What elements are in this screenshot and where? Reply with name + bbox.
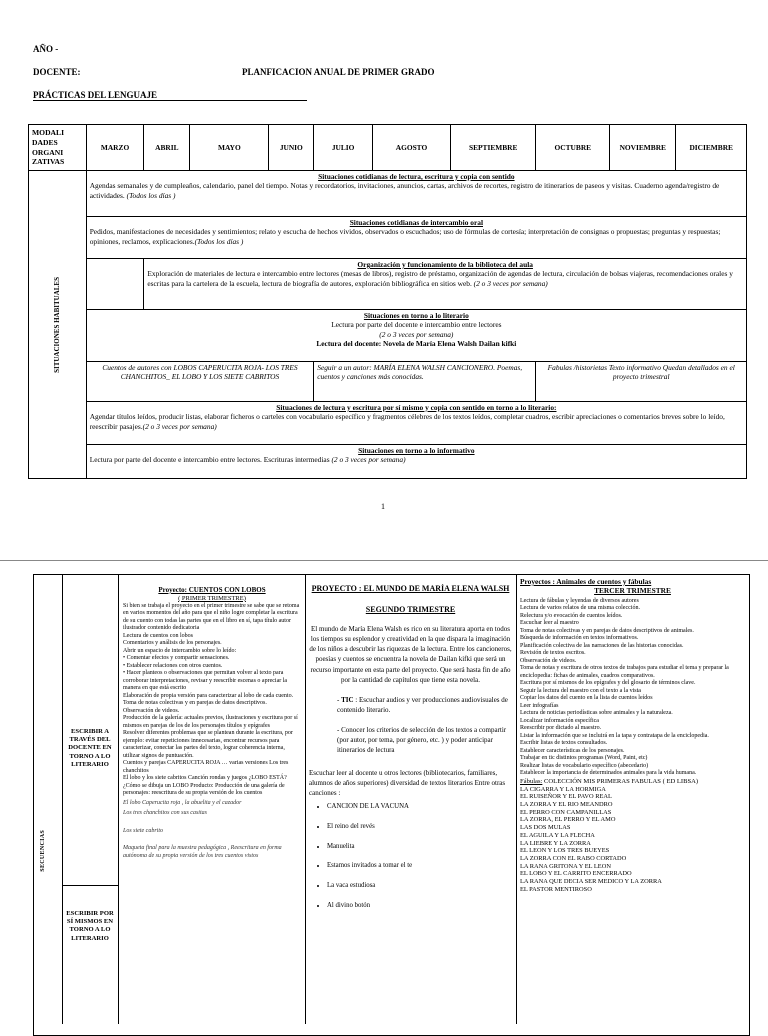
row-title: Situaciones cotidianas de intercambio oral — [349, 218, 483, 227]
row-title: Organización y funcionamiento de la biblioteca del aula — [357, 260, 533, 269]
escribir-docente-label: ESCRIBIR A TRAVÉS DEL DOCENTE EN TORNO A LO LITERARIO — [68, 728, 112, 768]
fabula-item: LA LIEBRE Y LA ZORRA — [520, 839, 591, 847]
col-divider — [62, 574, 63, 1024]
walsh-tic: - TIC : Escuchar audios y ver producciones audiovisuales de contenido literario. — [337, 695, 508, 714]
side-cell — [29, 171, 87, 479]
situacion-row — [86, 445, 746, 479]
song-item: • El reino del revés — [327, 822, 512, 832]
row-title: Situaciones en torno a lo literario — [363, 311, 469, 320]
proyecto-lobos-subtitle: ( PRIMER TRIMESTRE) — [178, 594, 246, 602]
lobos-line: Observación de videos. — [123, 707, 180, 714]
fabula-item: EL LEON Y LOS TRES BUEYES — [520, 847, 610, 855]
row-text: Exploración de materiales de lectura e intercambio entre lectores (mesas de libros), registro de préstamo, organización de agendas de lectura, circulación de bolsas viajeras, recomendaciones orales y escritas para la cartelera de la escuela, lectura de biografía de autores, exploración bibliográfica en sitios web. — [147, 269, 733, 288]
song-item: • La vaca estudiosa — [327, 881, 512, 891]
col-divider — [118, 574, 119, 1024]
lobos-line: Elaboración de propia versión para caracterizar al lobo de cada cuento. — [123, 692, 294, 699]
month-header: MAYO — [190, 125, 269, 171]
page-number: 1 — [381, 502, 385, 511]
animales-line: Escuchar leer al maestro — [520, 620, 579, 626]
row-text: Pedidos, manifestaciones de necesidades y sentimientos; relato y escucha de hechos vividos, observados o escuchados; uso de fórmulas de cortesía; interpretación de consignas o propuestas; preguntas y respuestas; opiniones, reclamos, explicaciones. — [89, 227, 721, 246]
lobos-italic: Los siete cabrito — [123, 827, 163, 834]
row-note: (2 o 3 veces por semana) — [331, 455, 406, 465]
proyecto-walsh-title: PROYECTO : EL MUNDO DE MARÍA ELENA WALSH — [311, 584, 510, 593]
row-title: Situaciones en torno a lo informativo — [358, 446, 475, 455]
lobos-line: Producción de la galería: actuales previos, ilustraciones y escritura por sí mismos en parejas de los de los personajes títulos y epígrafes — [123, 715, 298, 729]
animales-line: Trabajar en tic distintos programas (Word, Paint, etc) — [520, 755, 648, 761]
lobos-italic: Los tres chanchitos con sus casitas — [123, 810, 207, 817]
lobos-line: El lobo y los siete cabritos Canción rondas y juegos ¿LOBO ESTÁ? ¿Cómo se dibuja un LOBO Producto: Producción de una galería de personajes: reescritura de su propia versión de los cuentos — [123, 775, 287, 797]
animales-line: Escribir listas de textos consultados. — [520, 740, 608, 746]
animales-line: Observación de videos. — [520, 657, 577, 664]
modalidades-header: MODALI DADES ORGANI ZATIVAS — [29, 125, 87, 171]
row-bold: Lectura del docente: Novela de María Elena Walsh Dailan kifki — [316, 339, 517, 349]
lobos-line: Comentarios y análisis de los personajes. — [123, 640, 222, 647]
lobos-line: Resolver diferentes problemas que se plantean durante la escritura, por ejemplo: evitar repeticiones innecesarias, encontrar recursos para caracterizar, conectar las partes del texto, lograr coherencia interna, utilizar signos de puntuación. — [123, 730, 293, 759]
song-item: • CANCION DE LA VACUNA — [327, 802, 512, 812]
page-separator — [0, 560, 768, 561]
lobos-italic: Maqueta final para la muestra pedagógica , Reescritura en forma autónoma de su propia versión de los tres cuentos vistos — [123, 845, 282, 859]
animales-line: Copiar los datos del cuento en la lista de cuentos leídos — [520, 695, 653, 701]
row-note: (2 o 3 veces por semana) — [142, 421, 217, 431]
row-note: (Todos los días ) — [126, 190, 176, 200]
criterios-text: Conocer los criterios de selección de los textos a compartir (por autor, por tema, por género, etc. ) y poder anticipar itinerarios de lectura — [337, 726, 507, 755]
fabula-item: LA ZORRA CON EL RABO CORTADO — [520, 854, 627, 862]
fabula-item: LA RANA GRITONA Y EL LEON — [520, 862, 611, 870]
situacion-row — [86, 217, 746, 259]
situacion-row — [86, 171, 746, 217]
col-divider — [305, 574, 306, 1024]
practicas-underline — [33, 100, 307, 101]
animales-line: Revisión de textos escritos. — [520, 650, 586, 656]
fabula-item: EL LOBO Y EL CARRITO ENCERRADO — [520, 870, 632, 878]
animales-line: Realizar listas de vocabulario específico (abecedario) — [520, 762, 649, 769]
fabula-item: EL PERRO CON CAMPANILLAS — [520, 808, 612, 816]
animales-line: Toma de notas y escritura de otros textos de trabajos para estudiar el tema y preparar la enciclopedia: fichas de animales, cuadros comparativos. — [520, 665, 729, 679]
lobos-line: • Establecer relaciones con otros cuentos. — [123, 662, 223, 669]
animales-line: Reescribir por dictado al maestro. — [520, 725, 602, 731]
animales-line: Listar la información que se incluirá en la tapa y contratapa de la enciclopedia. — [520, 732, 709, 739]
row-text: Agendar títulos leídos, producir listas, elaborar ficheros o carteles con vocabulario específico y fragmentos célebres de los textos leídos, completar cuadros, escribir apreciaciones o comentarios breves sobre lo leído, reescribir pasajes. — [89, 412, 725, 431]
row-title: Situaciones de lectura y escritura por sí mismo y copia con sentido en torno a lo literario: — [276, 403, 557, 412]
lobos-line: Si bien se trabaja el proyecto en el primer trimestre se sabe que se retoma en varios momentos del año para que el niño logre completar la escritura de su cuento con todas las partes que en el libro en sí, tapa título autor ilustrador contenido dedicatoria — [123, 602, 300, 632]
proyecto-walsh — [309, 584, 512, 1022]
animales-line: Lectura de noticias periodísticas sobre animales y la naturaleza. — [520, 710, 673, 716]
animales-line: Leer infografías — [520, 702, 559, 709]
song-item: • Al divino botón — [327, 901, 512, 911]
month-header: JUNIO — [269, 125, 314, 171]
walsh-song-list — [327, 802, 512, 911]
row-note: (2 o 3 veces por semana) — [379, 329, 454, 339]
tic-text: : Escuchar audios y ver producciones audiovisuales de contenido literario. — [337, 695, 508, 714]
lobos-line: • Comentar efectos y compartir sensaciones. — [123, 655, 230, 662]
animales-line: Toma de notas colectivas y en parejas de datos descriptivos de animales. — [520, 627, 694, 634]
row-note: (2 o 3 veces por semana) — [473, 278, 548, 288]
secuencias-label: SECUENCIAS — [40, 830, 46, 872]
situacion-row — [86, 402, 746, 445]
animales-line: Escritura por sí mismos de los epígrafes y del glosario de términos clave. — [520, 680, 696, 686]
animales-line: Establecer la importancia de determinados animales para la vida humana. — [520, 770, 697, 776]
proyecto-animales-subtitle: TERCER TRIMESTRE — [594, 586, 671, 596]
month-header: OCTUBRE — [536, 125, 610, 171]
fabula-item: LA CIGARRA Y LA HORMIGA — [520, 785, 606, 793]
plan-table — [28, 124, 747, 479]
month-header: NOVIEMBRE — [610, 125, 676, 171]
animales-line: Lectura de fábulas y leyendas de diversos autores — [520, 597, 639, 604]
fabula-item: LAS DOS MULAS — [520, 824, 571, 832]
animales-line: Lectura de varios relatos de una misma colección. — [520, 605, 640, 611]
side-label: SITUACIONES HABITUALES — [52, 276, 61, 373]
walsh-intro: El mundo de María Elena Walsh es rico en su literatura aporta en todos los tiempos su esplendor y creatividad en la que dispara la imaginación de los niños a descubrir las riquezas de la lectura. Entre los cancioneros, poesías y cuentos se encuentra la novela de Dailan kifki que será un recurso importante en esta parte del proyecto. Que será hasta fin de año por la cantidad de capítulos que tiene esta novela. — [309, 624, 512, 684]
proyecto-walsh-subtitle: SEGUNDO TRIMESTRE — [365, 605, 456, 615]
literario-cell-walsh: Seguir a un autor: MARÍA ELENA WALSH CANCIONERO. Poemas, cuentos y canciones más conocidas. — [314, 362, 536, 402]
fabula-item: LA ZORRA, EL PERRO Y EL AMO — [520, 816, 616, 824]
animales-line: Localizar información específica — [520, 717, 599, 724]
month-header: JULIO — [314, 125, 373, 171]
animales-line: Seguir la lectura del maestro con el texto a la vista — [520, 687, 641, 694]
literario-cell-fabulas: Fabulas /historietas Texto informativo Quedan detallados en el proyecto trimestral — [536, 362, 747, 402]
walsh-criterios: - Conocer los criterios de selección de los textos a compartir (por autor, por tema, por género, etc. ) y poder anticipar itinerarios de lectura — [337, 726, 507, 755]
row-text: Lectura por parte del docente e intercambio entre lectores — [331, 320, 502, 330]
literario-cell-lobos: Cuentos de autores con LOBOS CAPERUCITA ROJA- LOS TRES CHANCHITOS_ EL LOBO Y LOS SIETE CABRITOS — [86, 362, 314, 402]
fabula-item: LA ZORRA Y EL RIO MEANDRO — [520, 801, 613, 809]
animales-line: Establecer características de los personajes. — [520, 747, 625, 754]
animales-line: Relectura y/o evocación de cuentos leídos. — [520, 612, 623, 619]
fabulas-title: COLECCIÓN MIS PRIMERAS FABULAS ( ED LIBSA) — [544, 777, 699, 785]
fabulas-heading — [520, 778, 745, 786]
fabulas-label: Fábulas: — [520, 777, 543, 785]
proyecto-animales-title: Proyectos : Animales de cuentos y fábulas — [520, 577, 652, 586]
fabula-item: LA RANA QUE DECIA SER MEDICO Y LA ZORRA — [520, 877, 662, 885]
practicas-label: PRÁCTICAS DEL LENGUAJE — [33, 90, 158, 100]
lobos-line: Toma de notas colectivas y en parejas de datos descriptivos. — [123, 700, 267, 707]
escribir-si-mismos-label: ESCRIBIR POR SÍ MISMOS EN TORNO A LO LITERARIO — [66, 910, 114, 942]
proyecto-lobos-title: Proyecto: CUENTOS CON LOBOS — [158, 586, 266, 594]
fabula-item: EL PASTOR MENTIROSO — [520, 885, 592, 893]
row-divider — [62, 885, 118, 886]
anio-label: AÑO - — [33, 44, 59, 54]
lobos-line: • Hacer planteos o observaciones que permitan volver al texto para corroborar interpretaciones, revisar y reescribir escenas o apreciar la manera en que está escrito — [123, 670, 288, 692]
empty-cell — [86, 259, 144, 310]
animales-line: Planificación colectiva de las narraciones de las historias conocidas. — [520, 642, 684, 649]
lobos-line: Cuentos y parejas CAPERUCITA ROJA … varias versiones Los tres chanchitos — [123, 760, 289, 774]
situacion-row — [144, 259, 747, 310]
walsh-escuchar: Escuchar leer al docente u otros lectores (bibliotecarios, familiares, alumnos de años superiores) diversidad de textos literarios Entre otras canciones : — [309, 768, 506, 797]
month-header: SEPTIEMBRE — [450, 125, 535, 171]
row-title: Situaciones cotidianas de lectura, escritura y copia con sentido — [318, 172, 515, 181]
song-item: • Manuelita — [327, 842, 512, 852]
lobos-italic: El lobo Caperucita roja , la abuelita y el cazador — [123, 799, 242, 806]
month-header: AGOSTO — [373, 125, 451, 171]
song-item: • Estamos invitados a tomar el te — [327, 861, 512, 871]
col-divider — [516, 574, 517, 1024]
animales-line: Búsqueda de información en textos informativos. — [520, 635, 639, 641]
row-note: (Todos los días ) — [194, 236, 244, 246]
row-text: Lectura por parte del docente e intercambio entre lectores. Escrituras intermedias — [89, 455, 330, 465]
fabula-item: EL RUISEÑOR Y EL PAVO REAL — [520, 793, 612, 801]
tic-label: TIC — [341, 695, 354, 704]
month-header: ABRIL — [144, 125, 190, 171]
proyecto-lobos — [123, 586, 301, 1022]
month-header: MARZO — [86, 125, 144, 171]
row-text: Agendas semanales y de cumpleaños, calendario, panel del tiempo. Notas y recordatorios, invitaciones, anuncios, cartas, archivos de recortes, registro de itinerarios de paseos y visitas. Cuaderno agenda/registro de actividades. — [89, 181, 720, 200]
lobos-line: Lectura de cuentos con lobos — [123, 632, 193, 639]
docente-label: DOCENTE: — [33, 67, 81, 77]
situacion-row — [86, 310, 746, 362]
month-header: DICIEMBRE — [676, 125, 747, 171]
fabula-item: EL AGUILA Y LA FLECHA — [520, 831, 595, 839]
lobos-line: Abrir un espacio de intercambio sobre lo leído: — [123, 647, 237, 654]
fabulas-list — [520, 786, 745, 894]
proyecto-animales — [520, 577, 745, 1024]
page-title: PLANFICACION ANUAL DE PRIMER GRADO — [242, 67, 435, 77]
